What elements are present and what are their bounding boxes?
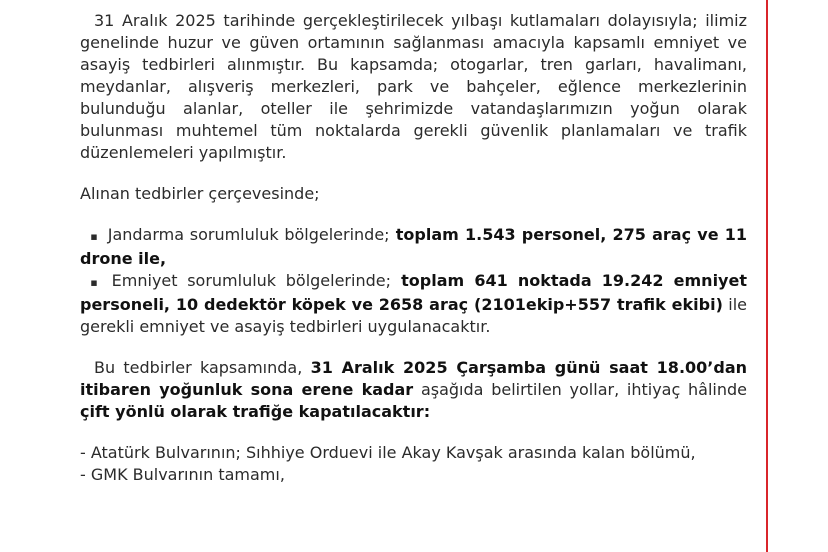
closure-text: Bu tedbirler kapsamında, xyxy=(94,358,311,377)
closure-paragraph xyxy=(80,357,747,423)
road-item: - Atatürk Bulvarının; Sıhhiye Orduevi ile Akay Kavşak arasında kalan bölümü, xyxy=(80,443,696,462)
page-border-line xyxy=(766,0,768,552)
bullet-tail: ile gerekli emniyet ve asayiş tedbirleri uygulanacaktır. xyxy=(80,295,748,336)
bullet-figures: toplam 641 noktada 19.242 emniyet personeli, 10 dedektör köpek ve 2658 araç (2101ekip+557 trafik ekibi) xyxy=(80,271,747,314)
bullet-jandarma xyxy=(80,224,747,270)
bullet-icon: ▪ xyxy=(90,276,98,289)
closure-text: aşağıda belirtilen yollar, ihtiyaç hâlinde xyxy=(413,380,747,399)
road-item: - GMK Bulvarının tamamı, xyxy=(80,465,285,484)
measures-intro: Alınan tedbirler çerçevesinde; xyxy=(80,184,320,203)
announcement-document xyxy=(80,0,747,486)
bullet-label: Jandarma sorumluluk bölgelerinde; xyxy=(107,225,390,244)
closure-date: 31 Aralık 2025 Çarşamba günü saat 18.00’dan itibaren yoğunluk sona erene kadar xyxy=(80,358,748,399)
bullet-emniyet xyxy=(80,270,747,338)
intro-paragraph: 31 Aralık 2025 tarihinde gerçekleştirilecek yılbaşı kutlamaları dolayısıyla; ilimiz genelinde huzur ve güven ortamının sağlanması amacıyla kapsamlı emniyet ve asayiş tedbirleri alınmıştır. Bu kapsamda; otogarlar, tren garları, havalimanı, meydanlar, alışveriş merkezleri, park ve bahçeler, eğlence merkezlerinin bulunduğu alanlar, oteller ile şehrimizde vatandaşlarımızın yoğun olarak bulunması muhtemel tüm noktalarda gerekli güvenlik planlamaları ve trafik düzenlemeleri yapılmıştır. xyxy=(80,11,747,162)
bullet-icon: ▪ xyxy=(90,230,98,243)
closure-action: çift yönlü olarak trafiğe kapatılacaktır: xyxy=(80,402,431,421)
bullet-figures: toplam 1.543 personel, 275 araç ve 11 drone ile, xyxy=(80,225,748,268)
bullet-label: Emniyet sorumluluk bölgelerinde; xyxy=(111,271,391,290)
